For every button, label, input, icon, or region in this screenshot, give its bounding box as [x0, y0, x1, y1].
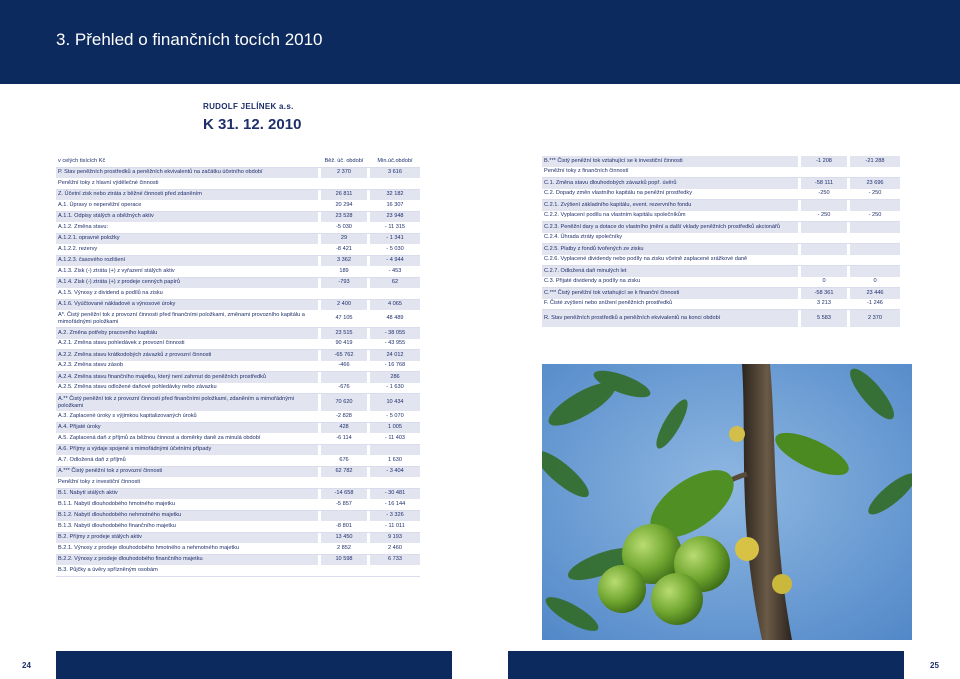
value-current-period: -5 030	[321, 222, 367, 233]
table-row	[542, 244, 900, 255]
value-current-period	[321, 477, 367, 488]
value-previous-period: 6 733	[370, 554, 420, 565]
table-row	[542, 233, 900, 244]
table-row	[56, 422, 420, 433]
value-previous-period: 2 460	[370, 543, 420, 554]
value-current-period: 0	[801, 277, 847, 288]
row-label: B.3. Půjčky a úvěry spřízněným osobám	[56, 565, 318, 576]
row-label: A.*** Čistý peněžní tok z provozní činnosti	[56, 466, 318, 477]
row-label: Peněžní toky z finančních činností	[542, 167, 798, 178]
value-current-period	[801, 255, 847, 266]
table-row	[56, 277, 420, 288]
value-current-period: -676	[321, 383, 367, 394]
row-label: C.2.5. Platby z fondů tvořených ze zisku	[542, 244, 798, 255]
value-current-period: -466	[321, 361, 367, 372]
table-row	[542, 178, 900, 189]
row-label: A.5. Zaplacená daň z příjmů za běžnou činnost a doměrky daně za minulá období	[56, 433, 318, 444]
value-previous-period: - 4 944	[370, 255, 420, 266]
value-previous-period: 286	[370, 372, 420, 383]
row-label: C.2.7. Odložená daň minulých let	[542, 266, 798, 277]
row-label: A.2.4. Změna stavu finančního majetku, který není zahrnut do peněžních prostředků	[56, 372, 318, 383]
value-current-period: -58 111	[801, 178, 847, 189]
row-label: Peněžní toky z investiční činnosti	[56, 477, 318, 488]
value-current-period: 23 515	[321, 328, 367, 339]
value-current-period	[801, 244, 847, 255]
row-label: F. Čisté zvýšení nebo snížení peněžních prostředků	[542, 299, 798, 310]
value-previous-period: - 11 403	[370, 433, 420, 444]
value-current-period: -58 361	[801, 288, 847, 299]
value-previous-period: - 250	[850, 211, 900, 222]
table-row	[542, 156, 900, 167]
row-label: C.3. Přijaté dividendy a podíly na zisku	[542, 277, 798, 288]
value-current-period: 5 583	[801, 310, 847, 328]
value-previous-period: 1 005	[370, 422, 420, 433]
value-current-period: -1 208	[801, 156, 847, 167]
table-row	[542, 255, 900, 266]
table-row	[56, 339, 420, 350]
value-previous-period: - 3 404	[370, 466, 420, 477]
table-row	[56, 372, 420, 383]
value-previous-period: 1 630	[370, 455, 420, 466]
row-label: A.2. Změna potřeby pracovního kapitálu	[56, 328, 318, 339]
value-previous-period: - 16 768	[370, 361, 420, 372]
value-previous-period	[850, 255, 900, 266]
value-current-period: 23 528	[321, 211, 367, 222]
row-label: B.2.2. Výnosy z prodeje dlouhodobého finančního majetku	[56, 554, 318, 565]
value-current-period: 70 620	[321, 394, 367, 412]
value-previous-period: - 453	[370, 266, 420, 277]
header-cell-current: Běž. úč. období	[321, 156, 367, 167]
row-label: A.2.1. Změna stavu pohledávek z provozní činnosti	[56, 339, 318, 350]
value-previous-period: 2 370	[850, 310, 900, 328]
table-row	[56, 350, 420, 361]
value-previous-period: 48 489	[370, 310, 420, 328]
value-current-period	[801, 222, 847, 233]
row-label: Z. Účetní zisk nebo ztráta z běžné činnosti před zdaněním	[56, 189, 318, 200]
value-previous-period: 16 307	[370, 200, 420, 211]
row-label: A.3. Zaplacené úroky s výjimkou kapitalizovaných úroků	[56, 411, 318, 422]
row-label: A.1.1. Odpisy stálých a oběžných aktiv	[56, 211, 318, 222]
value-current-period	[321, 510, 367, 521]
page-title: 3. Přehled o finančních tocích 2010	[56, 30, 323, 49]
value-current-period	[801, 233, 847, 244]
value-current-period: 26 811	[321, 189, 367, 200]
value-previous-period	[850, 222, 900, 233]
table-row	[56, 565, 420, 576]
value-current-period: 189	[321, 266, 367, 277]
value-previous-period	[850, 244, 900, 255]
table-row	[542, 277, 900, 288]
value-previous-period	[370, 477, 420, 488]
row-label: A.1.4. Zisk (-) ztráta (+) z prodeje cenných papírů	[56, 277, 318, 288]
row-label: Peněžní toky z hlavní výdělečné činnosti	[56, 178, 318, 189]
value-current-period: -5 857	[321, 499, 367, 510]
value-current-period: 90 419	[321, 339, 367, 350]
value-current-period: -2 828	[321, 411, 367, 422]
value-previous-period: - 5 070	[370, 411, 420, 422]
value-previous-period: 4 065	[370, 299, 420, 310]
value-current-period	[321, 444, 367, 455]
table-row	[56, 466, 420, 477]
table-row	[542, 222, 900, 233]
row-label: A.1.5. Výnosy z dividend a podílů na zisku	[56, 288, 318, 299]
value-current-period: 47 105	[321, 310, 367, 328]
table-row	[56, 200, 420, 211]
value-previous-period: - 11 011	[370, 521, 420, 532]
row-label: A*. Čistý peněžní tok z provozní činnosti před finančními položkami, změnami provozního kapitálu a mimořádnými položkami	[56, 310, 318, 328]
table-row	[542, 299, 900, 310]
value-current-period: -6 114	[321, 433, 367, 444]
row-label: C.2.6. Vyplacené dividendy nebo podíly na zisku včetně zaplacené srážkové daně	[542, 255, 798, 266]
value-current-period: 3 362	[321, 255, 367, 266]
row-label: C.2.2. Vyplacení podílu na vlastním kapitálu společníkům	[542, 211, 798, 222]
table-row	[56, 433, 420, 444]
table-row	[542, 211, 900, 222]
table-row	[56, 521, 420, 532]
value-current-period: 29	[321, 233, 367, 244]
value-current-period: - 250	[801, 211, 847, 222]
value-current-period: 2 400	[321, 299, 367, 310]
value-current-period	[801, 200, 847, 211]
value-previous-period	[850, 266, 900, 277]
table-row	[56, 383, 420, 394]
value-previous-period: 10 434	[370, 394, 420, 412]
value-previous-period: - 30 481	[370, 488, 420, 499]
value-current-period: 62 782	[321, 466, 367, 477]
value-previous-period: - 11 315	[370, 222, 420, 233]
table-row	[56, 361, 420, 372]
value-current-period: 20 294	[321, 200, 367, 211]
value-previous-period: - 5 030	[370, 244, 420, 255]
row-label: C.*** Čistý peněžní tok vztahující se k finanční činnosti	[542, 288, 798, 299]
value-current-period: 10 598	[321, 554, 367, 565]
value-previous-period: 3 616	[370, 167, 420, 178]
table-row	[56, 189, 420, 200]
value-previous-period	[370, 288, 420, 299]
value-previous-period: - 250	[850, 189, 900, 200]
value-current-period: -14 658	[321, 488, 367, 499]
row-label: A.7. Odložená daň z příjmů	[56, 455, 318, 466]
table-row	[56, 477, 420, 488]
value-current-period	[321, 372, 367, 383]
row-label: A.1.2. Změna stavu:	[56, 222, 318, 233]
row-label: A.1.2.1. opravné položky	[56, 233, 318, 244]
value-current-period: 13 450	[321, 532, 367, 543]
value-previous-period: - 38 055	[370, 328, 420, 339]
page-number-left: 24	[22, 661, 31, 670]
row-label: A.1. Úpravy o nepeněžní operace	[56, 200, 318, 211]
row-label: P. Stav peněžních prostředků a peněžních ekvivalentů na začátku účetního období	[56, 167, 318, 178]
table-row	[56, 288, 420, 299]
value-current-period	[801, 167, 847, 178]
value-previous-period	[370, 565, 420, 576]
table-row	[56, 255, 420, 266]
row-label: A.6. Příjmy a výdaje spojené s mimořádnými účetními případy	[56, 444, 318, 455]
row-label: A.1.2.3. časového rozlišení	[56, 255, 318, 266]
table-row	[56, 488, 420, 499]
cash-flow-table-left	[56, 156, 420, 577]
value-previous-period: 23 948	[370, 211, 420, 222]
value-previous-period: -21 288	[850, 156, 900, 167]
value-previous-period: 23 696	[850, 178, 900, 189]
row-label: A.1.3. Zisk (-) ztráta (+) z vyřazení stálých aktiv	[56, 266, 318, 277]
value-current-period: -793	[321, 277, 367, 288]
table-row	[56, 244, 420, 255]
table-row	[542, 189, 900, 200]
value-previous-period: 0	[850, 277, 900, 288]
table-row	[56, 178, 420, 189]
row-label: R. Stav peněžních prostředků a peněžních ekvivalentů na konci období	[542, 310, 798, 328]
table-row	[56, 299, 420, 310]
row-label: B.1.2. Nabytí dlouhodobého nehmotného majetku	[56, 510, 318, 521]
value-current-period	[801, 266, 847, 277]
row-label: A.1.2.2. rezervy	[56, 244, 318, 255]
row-label: A.** Čistý peněžní tok z provozní činnosti před finančními položkami, zdaněním a mimořádnými položkami	[56, 394, 318, 412]
row-label: B.1.1. Nabytí dlouhodobého hmotného majetku	[56, 499, 318, 510]
table-row	[56, 167, 420, 178]
table-row	[56, 510, 420, 521]
value-previous-period: 62	[370, 277, 420, 288]
table-row	[56, 222, 420, 233]
row-label: A.2.3. Změna stavu zásob	[56, 361, 318, 372]
table-row	[56, 411, 420, 422]
company-name: RUDOLF JELÍNEK a.s.	[203, 102, 294, 111]
table-row	[542, 266, 900, 277]
row-label: C.2.4. Úhrada ztráty společníky	[542, 233, 798, 244]
table-row	[542, 167, 900, 178]
value-current-period	[321, 565, 367, 576]
value-previous-period: - 43 955	[370, 339, 420, 350]
table-row	[56, 455, 420, 466]
row-label: C.2.1. Zvýšení základního kapitálu, event. rezervního fondu	[542, 200, 798, 211]
row-label: A.1.6. Vyúčtované nákladové a výnosové úroky	[56, 299, 318, 310]
value-current-period	[321, 178, 367, 189]
value-previous-period	[850, 233, 900, 244]
table-row	[56, 394, 420, 412]
value-current-period: -8 801	[321, 521, 367, 532]
value-current-period: 676	[321, 455, 367, 466]
table-row	[56, 532, 420, 543]
row-label: C.2.3. Peněžní dary a dotace do vlastního jmění a další vklady peněžních prostředků akcionářů	[542, 222, 798, 233]
value-current-period: -250	[801, 189, 847, 200]
value-previous-period: - 1 341	[370, 233, 420, 244]
table-row	[542, 200, 900, 211]
row-label: B.1. Nabytí stálých aktiv	[56, 488, 318, 499]
table-row	[56, 499, 420, 510]
table-row	[56, 310, 420, 328]
table-row	[56, 543, 420, 554]
value-previous-period	[850, 200, 900, 211]
value-previous-period: 32 182	[370, 189, 420, 200]
value-current-period: 2 852	[321, 543, 367, 554]
value-previous-period	[370, 178, 420, 189]
row-label: B.2.1. Výnosy z prodeje dlouhodobého hmotného a nehmotného majetku	[56, 543, 318, 554]
value-previous-period: 9 193	[370, 532, 420, 543]
value-previous-period	[370, 444, 420, 455]
table-row	[56, 266, 420, 277]
value-previous-period: - 3 326	[370, 510, 420, 521]
table-row	[56, 444, 420, 455]
row-label: A.2.5. Změna stavu odložené daňové pohledávky nebo závazku	[56, 383, 318, 394]
row-label: B.2. Příjmy z prodeje stálých aktiv	[56, 532, 318, 543]
value-current-period	[321, 288, 367, 299]
row-label: C.1. Změna stavu dlouhodobých závazků popř. úvěrů	[542, 178, 798, 189]
photo-green-plums	[542, 364, 912, 640]
value-previous-period: - 16 144	[370, 499, 420, 510]
header-bar	[0, 0, 960, 84]
table-header-row	[56, 156, 420, 167]
value-previous-period: 24 012	[370, 350, 420, 361]
table-row	[56, 328, 420, 339]
row-label: B.*** Čistý peněžní tok vztahující se k investiční činnosti	[542, 156, 798, 167]
value-previous-period: - 1 630	[370, 383, 420, 394]
table-row	[56, 211, 420, 222]
cash-flow-table-right	[542, 156, 900, 327]
row-label: C.2. Dopady změn vlastního kapitálu na peněžní prostředky	[542, 189, 798, 200]
value-current-period: 2 370	[321, 167, 367, 178]
value-current-period: -8 421	[321, 244, 367, 255]
value-current-period: 3 213	[801, 299, 847, 310]
value-current-period: 428	[321, 422, 367, 433]
value-previous-period	[850, 167, 900, 178]
report-date: K 31. 12. 2010	[203, 116, 302, 133]
row-label: A.4. Přijaté úroky	[56, 422, 318, 433]
value-previous-period: -1 246	[850, 299, 900, 310]
value-current-period: -65 762	[321, 350, 367, 361]
table-row	[542, 310, 900, 328]
table-row	[542, 288, 900, 299]
row-label: B.1.3. Nabytí dlouhodobého finančního majetku	[56, 521, 318, 532]
row-label: A.2.2. Změna stavu krátkodobých závazků z provozní činnosti	[56, 350, 318, 361]
header-cell-label: v celých tisících Kč	[56, 156, 318, 167]
value-previous-period: 23 446	[850, 288, 900, 299]
table-row	[56, 233, 420, 244]
table-row	[56, 554, 420, 565]
page-number-right: 25	[930, 661, 939, 670]
header-cell-previous: Min.úč.období	[370, 156, 420, 167]
